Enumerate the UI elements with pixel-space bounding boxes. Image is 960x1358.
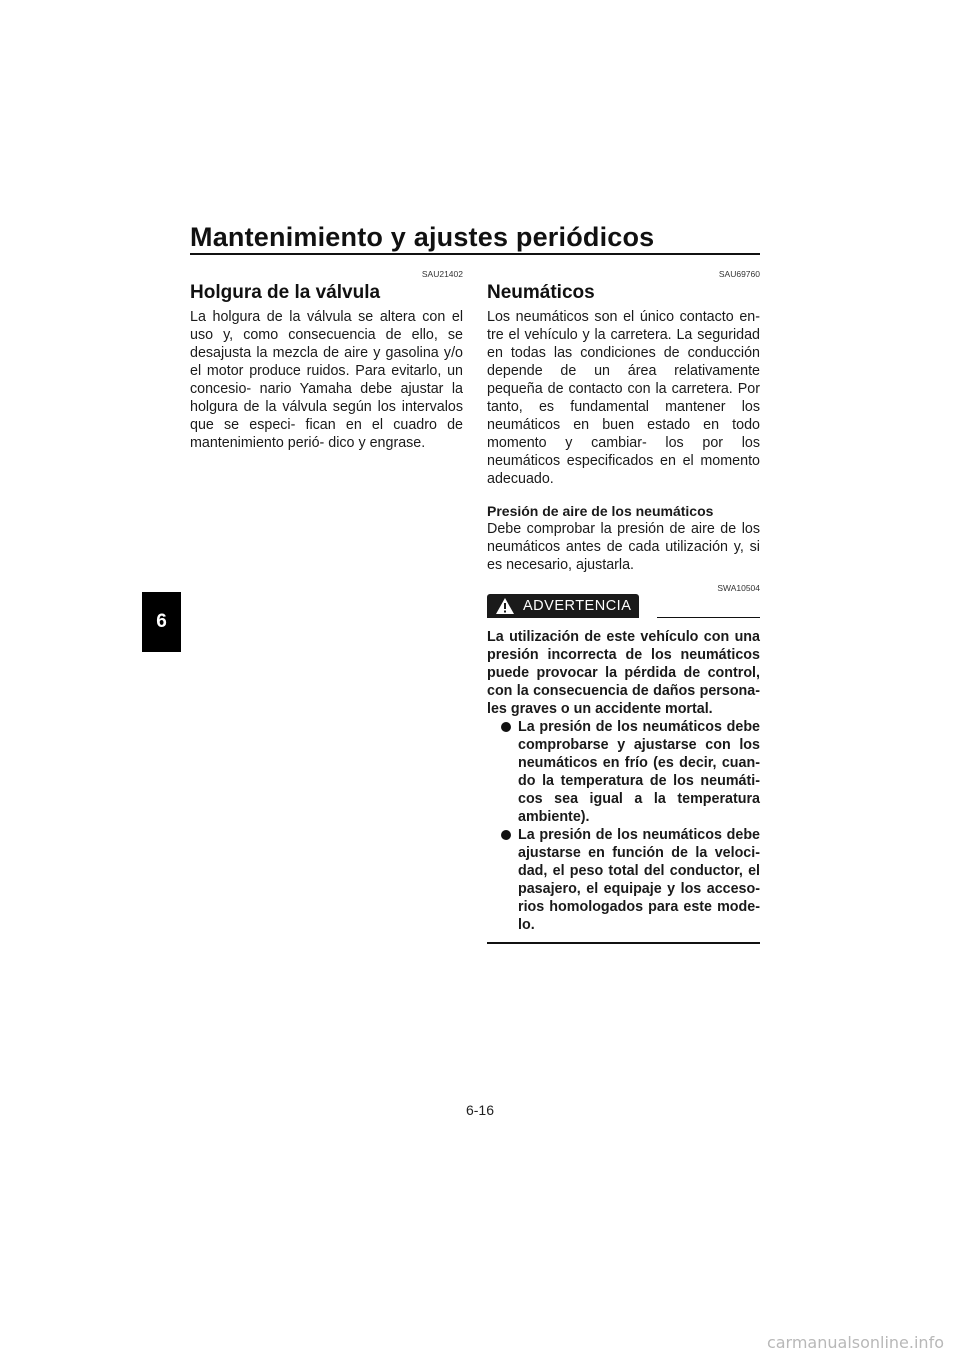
subheading-tire-pressure: Presión de aire de los neumáticos [487, 503, 714, 519]
watermark: carmanualsonline.info [766, 1333, 944, 1352]
warning-bullet-text: La presión de los neumáticos debe comprobarse y ajustarse con los neumáticos en frío (es decir, cuan- do la temperatura de los neumáti- cos sea igual a la temperatura ambiente). [518, 719, 760, 825]
page-title: Mantenimiento y ajustes periódicos [190, 222, 655, 252]
bullet-dot-icon [501, 722, 511, 732]
subsection-body-pressure: Debe comprobar la presión de aire de los neumáticos antes de cada utilización y, si es necesario, ajustarla. [487, 521, 760, 573]
right-column [487, 268, 760, 944]
warning-triangle-icon [495, 597, 515, 615]
left-column [190, 268, 463, 452]
warning-bullet-text: La presión de los neumáticos debe ajustarse en función de la veloci- dad, el peso total del conductor, el pasajero, el equipaje y los acceso- rios homologados para este mode- lo. [518, 827, 760, 933]
section-code: SAU69760 [718, 269, 760, 279]
section-body-tires: Los neumáticos son el único contacto en- tre el vehículo y la carretera. La seguridad en todas las condiciones de conducción depende de un área relativamente pequeña de contacto con la carretera. Por tanto, es fundamental mantener los neumáticos en buen estado en todo momento y cambiar- los por los neumáticos especificados en el momento adecuado. [487, 309, 760, 487]
warning-text: La utilización de este vehículo con una presión incorrecta de los neumáticos puede provocar la pérdida de control, con la consecuencia de daños persona- les graves o un accidente mortal. [487, 629, 760, 717]
section-title-tires: Neumáticos [487, 282, 595, 303]
section-code: SAU21402 [421, 269, 463, 279]
section-body-valve: La holgura de la válvula se altera con el uso y, como consecuencia de ello, se desajusta la mezcla de aire y gasolina y/o el motor produce ruidos. Para evitarlo, un concesio- nario Yamaha debe ajustar la holgura de la válvula según los intervalos que se especi- fican en el cuadro de mantenimiento perió- dico y engrase. [190, 309, 463, 451]
warning-bullet-item [487, 826, 760, 934]
page-number: 6-16 [465, 1102, 495, 1118]
warning-bullet-list [487, 718, 760, 934]
section-title-valve: Holgura de la válvula [190, 282, 381, 303]
warning-code: SWA10504 [717, 583, 760, 593]
bullet-dot-icon [501, 830, 511, 840]
warning-label-box [487, 594, 639, 618]
header-rule [190, 253, 760, 255]
warning-bullet-item [487, 718, 760, 826]
warning-body [487, 628, 760, 934]
warning-header [487, 594, 760, 618]
chapter-tab: 6 [142, 592, 181, 652]
warning-end-rule [487, 942, 760, 944]
warning-label: ADVERTENCIA [523, 598, 632, 614]
warning-header-rule [657, 595, 760, 618]
